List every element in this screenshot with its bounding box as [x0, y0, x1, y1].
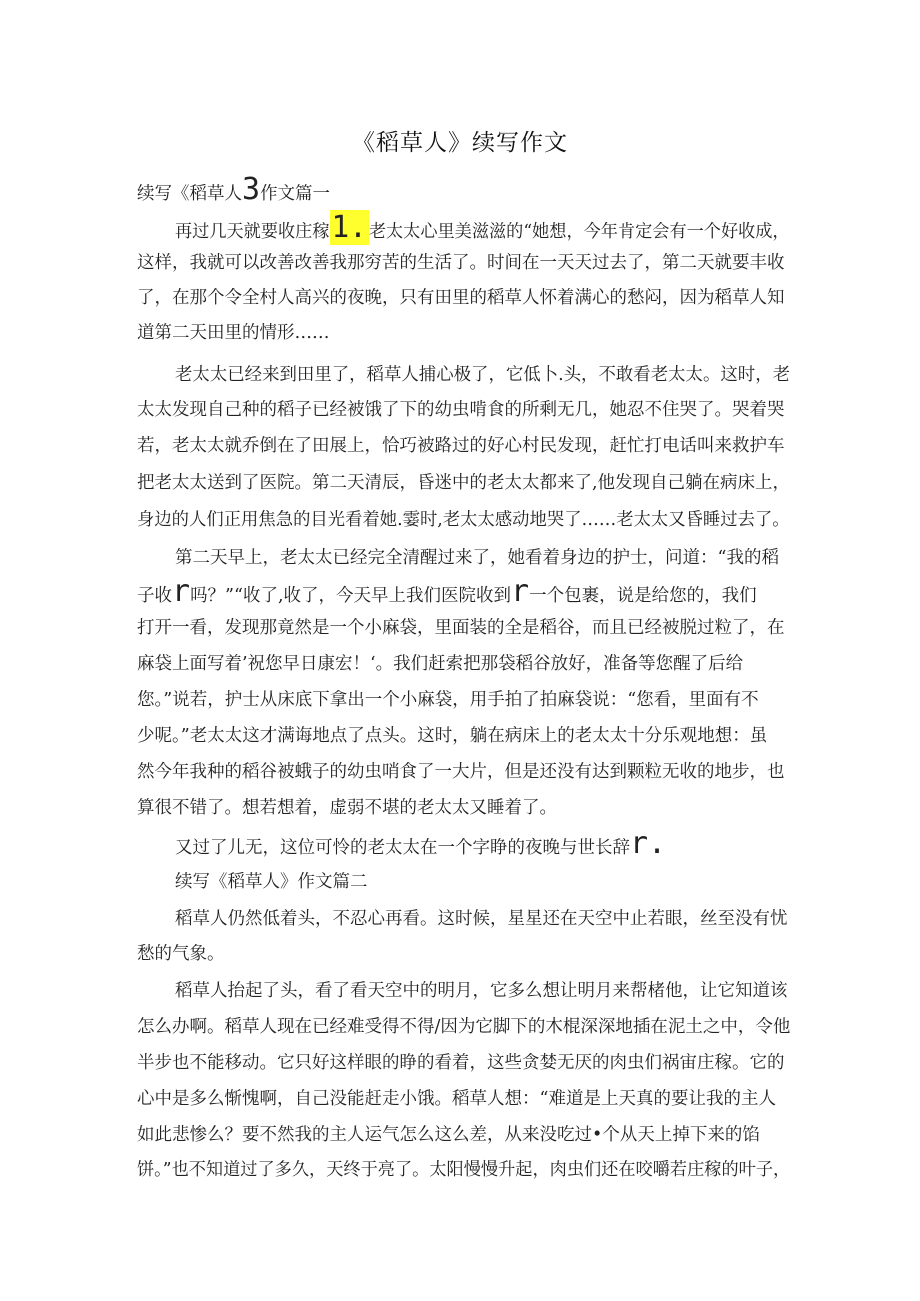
text-run: 老太太心里美滋滋的“她想，今年肯定会有一个好收成，	[368, 222, 790, 242]
paragraph-line: 麻袋上面写着’祝您早日康宏！‘。我们赶索把那袋稻谷放好，准备等您醒了后给	[137, 654, 744, 674]
paragraph-line: 您。”说若，护士从床底下拿出一个小麻袋，用手拍了拍麻袋说：“您看，里面有不	[137, 690, 759, 710]
paragraph-line	[175, 210, 790, 245]
paragraph-line: 打开一看，发现那竟然是一个小麻袋，里面装的全是稻谷，而且已经被脱过粒了，在	[137, 618, 785, 638]
paragraph-line: 然今年我种的稻谷被蛾子的幼虫哨食了一大片，但是还没有达到颗粒无收的地步，也	[137, 762, 785, 782]
paragraph-line: 了，在那个令全村人高兴的夜晚，只有田里的稻草人怀着满心的愁闷，因为稻草人知	[137, 288, 785, 308]
paragraph-line	[175, 826, 667, 861]
paragraph-line: 饼。”也不知道过了多久，天终于亮了。太阳慢慢升起，肉虫们还在咬嚼若庄稼的叶子，	[137, 1160, 791, 1180]
paragraph-line: 身边的人们正用焦急的目光看着她.霎时,老太太感动地哭了……老太太又昏睡过去了。	[137, 510, 790, 530]
paragraph-line: 这样，我就可以改善改善我那穷苦的生活了。时间在一天天过去了，第二天就要丰收	[137, 253, 785, 273]
paragraph-line: 老太太已经来到田里了，稻草人捕心极了，它低卜.头，不敢看老太太。这时，老	[175, 365, 791, 385]
stray-mark: r	[172, 574, 191, 609]
section-heading-1	[137, 172, 331, 207]
paragraph-line: 算很不错了。想若想着，虚弱不堪的老太太又睡着了。	[137, 798, 557, 818]
text-run: 子收	[137, 586, 172, 606]
paragraph-line: 太太发现自己种的稻子已经被饿了下的幼虫啃食的所剩无几，她忍不住哭了。哭着哭	[137, 400, 785, 420]
section-heading-2: 续写《稻草人》作文篇二	[175, 872, 368, 892]
paragraph-line: 把老太太送到了医院。第二天清辰，昏迷中的老太太都来了,他发现自己躺在病床上，	[137, 473, 791, 493]
paragraph-line: 怎么办啊。稻草人现在已经难受得不得/因为它脚下的木棍深深地插在泥土之中，令他	[137, 1017, 791, 1037]
document-title: 《稻草人》续写作文	[352, 130, 568, 156]
paragraph-line: 若，老太太就乔倒在了田展上，恰巧被路过的好心村民发现，赶忙打电话叫来救护车	[137, 436, 785, 456]
paragraph-line: 稻草人仍然低着头，不忍心再看。这时候，星星还在天空中止若眼，丝至没有忧	[175, 909, 788, 929]
heading-text: 续写《稻草人	[137, 184, 242, 204]
text-run: 再过几天就要收庄稼	[175, 222, 330, 242]
paragraph-line: 道第二天田里的情形……	[137, 323, 330, 343]
heading-text: 作文篇一	[260, 184, 331, 204]
paragraph-line	[137, 574, 757, 609]
paragraph-line: 愁的气象。	[137, 944, 225, 964]
paragraph-line: 第二天早上，老太太已经完全清醒过来了，她看着身边的护士，问道：“我的稻	[175, 548, 779, 568]
paragraph-line: 半步也不能移动。它只好这样眼的睁的看着，这些贪婪无厌的肉虫们祸宙庄稼。它的	[137, 1053, 785, 1073]
paragraph-line: 少呢。”老太太这才满诲地点了点头。这时，躺在病床上的老太太十分乐观地想：虽	[137, 726, 768, 746]
text-run: 一个包裹，说是给您的，我们	[529, 586, 757, 606]
paragraph-line: 心中是多么惭愧啊，自己没能赶走小饿。稻草人想：“难道是上天真的要让我的主人	[137, 1089, 776, 1109]
highlighted-mark: 1.	[331, 210, 367, 245]
paragraph-line: 稻草人抬起了头，看了看天空中的明月，它多么想让明月来帮楮他，让它知道该	[175, 981, 788, 1001]
text-run: 又过了儿无，这位可怜的老太太在一个字睁的夜晚与世长辞	[175, 838, 630, 858]
stray-mark: r.	[630, 826, 667, 861]
text-run: 吗？”“收了,收了，今天早上我们医院收到	[190, 586, 512, 606]
paragraph-line: 如此悲惨么？要不然我的主人运气怎么这么差，从来没吃过•个从天上掉下来的馅	[137, 1125, 760, 1145]
stray-mark: r	[511, 574, 530, 609]
heading-mark: 3	[242, 172, 261, 207]
